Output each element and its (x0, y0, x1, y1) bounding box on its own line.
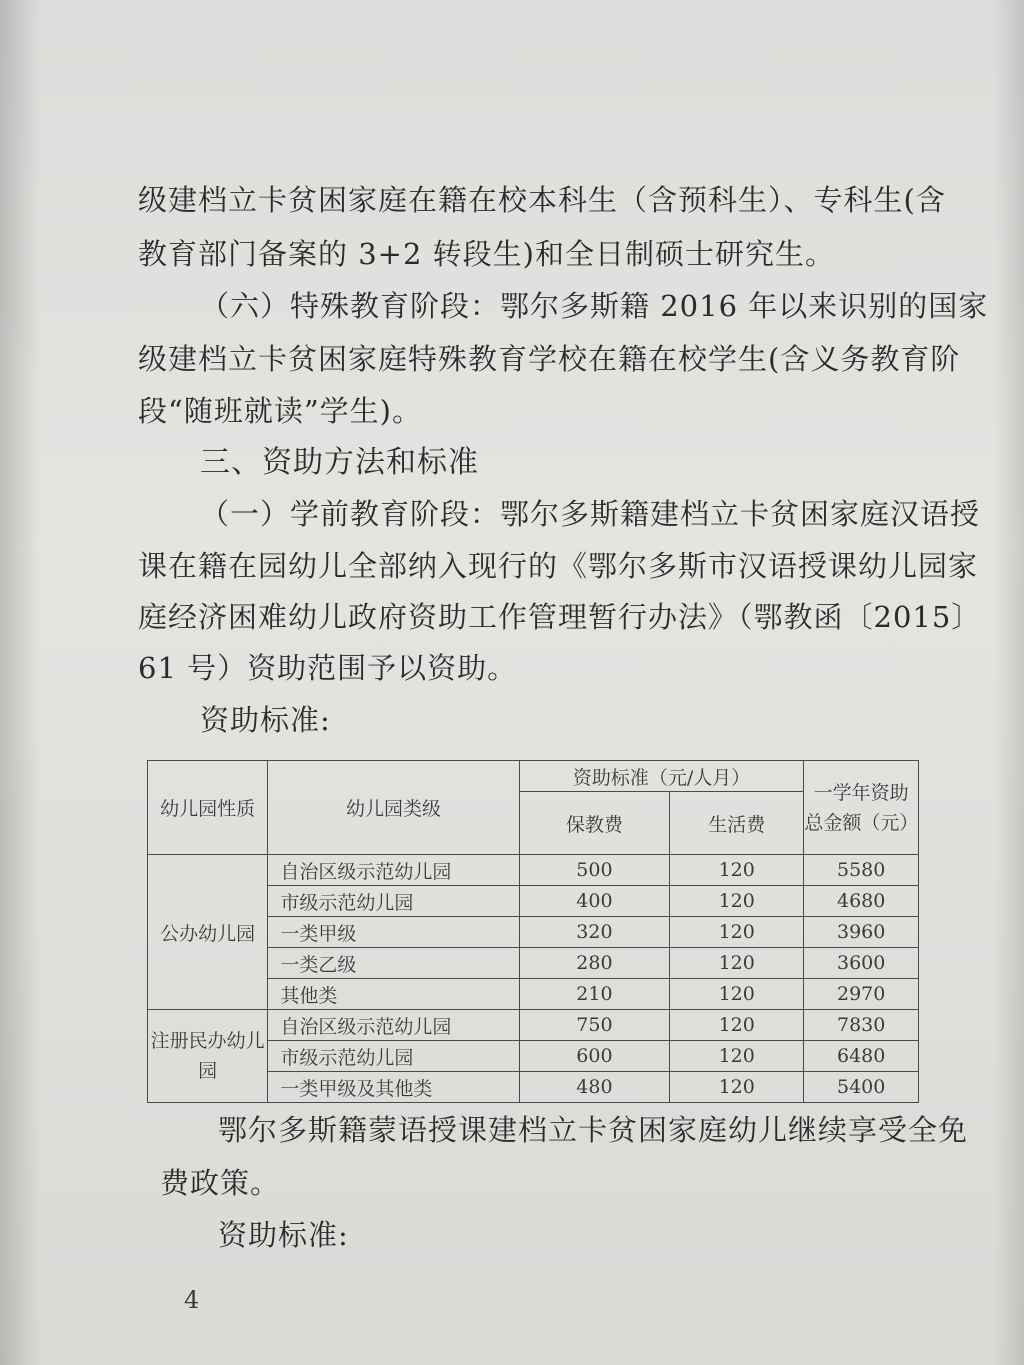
nature-cell: 注册民办幼儿园 (148, 1010, 268, 1103)
page-shadow-left (0, 0, 40, 1365)
paragraph-line: 费政策。 (160, 1166, 281, 1200)
header-fee: 保教费 (519, 792, 669, 855)
level-cell: 一类乙级 (280, 953, 357, 976)
section-heading: 三、资助方法和标准 (200, 445, 479, 480)
paragraph-line: 61 号）资助范围予以资助。 (138, 651, 518, 685)
living-cell: 120 (670, 1010, 804, 1041)
header-standard: 资助标准（元/人月） (519, 761, 804, 792)
fee-cell: 750 (519, 1010, 669, 1041)
living-cell: 120 (670, 948, 804, 979)
standard-label: 资助标准: (200, 703, 331, 737)
paragraph-line: 级建档立卡贫困家庭特殊教育学校在籍在校学生(含义务教育阶 (138, 342, 961, 376)
fee-cell: 320 (519, 917, 669, 948)
paragraph-line: 段“随班就读”学生)。 (138, 394, 422, 428)
total-cell: 2970 (804, 979, 919, 1010)
level-cell: 市级示范幼儿园 (280, 891, 414, 914)
living-cell: 120 (670, 917, 804, 948)
total-cell: 4680 (804, 886, 919, 917)
fee-cell: 480 (519, 1072, 669, 1103)
level-cell: 其他类 (280, 984, 338, 1007)
level-cell: 一类甲级 (280, 922, 357, 945)
living-cell: 120 (670, 1072, 804, 1103)
page-shadow-right (994, 0, 1024, 1365)
paragraph-line: （一）学前教育阶段：鄂尔多斯籍建档立卡贫困家庭汉语授 (200, 497, 981, 531)
page-number: 4 (184, 1286, 200, 1314)
fee-cell: 280 (519, 948, 669, 979)
total-cell: 6480 (804, 1041, 919, 1072)
header-living: 生活费 (670, 792, 804, 855)
living-cell: 120 (670, 886, 804, 917)
living-cell: 120 (670, 979, 804, 1010)
fee-cell: 400 (519, 886, 669, 917)
total-cell: 7830 (804, 1010, 919, 1041)
paragraph-line: （六）特殊教育阶段：鄂尔多斯籍 2016 年以来识别的国家 (200, 289, 989, 323)
total-cell: 3600 (804, 948, 919, 979)
table-row (148, 1010, 919, 1041)
table-row (148, 855, 919, 886)
paragraph-line: 教育部门备案的 3+2 转段生)和全日制硕士研究生。 (138, 237, 835, 271)
nature-cell: 公办幼儿园 (148, 855, 268, 1010)
fee-cell: 500 (519, 855, 669, 886)
header-level: 幼儿园类级 (268, 761, 520, 855)
aid-standard-table (147, 760, 919, 1103)
header-total: 一学年资助总金额（元） (804, 761, 919, 855)
fee-cell: 600 (519, 1041, 669, 1072)
total-cell: 5400 (804, 1072, 919, 1103)
paragraph-line: 级建档立卡贫困家庭在籍在校本科生（含预科生）、专科生(含 (138, 183, 946, 217)
level-cell: 自治区级示范幼儿园 (280, 860, 452, 883)
header-nature: 幼儿园性质 (148, 761, 268, 855)
living-cell: 120 (670, 1041, 804, 1072)
living-cell: 120 (670, 855, 804, 886)
level-cell: 一类甲级及其他类 (280, 1077, 433, 1100)
paragraph-line: 鄂尔多斯籍蒙语授课建档立卡贫困家庭幼儿继续享受全免 (218, 1113, 969, 1147)
total-cell: 3960 (804, 917, 919, 948)
paragraph-line: 课在籍在园幼儿全部纳入现行的《鄂尔多斯市汉语授课幼儿园家 (138, 549, 979, 583)
total-cell: 5580 (804, 855, 919, 886)
fee-cell: 210 (519, 979, 669, 1010)
level-cell: 自治区级示范幼儿园 (280, 1015, 452, 1038)
paragraph-line: 庭经济困难幼儿政府资助工作管理暂行办法》（鄂教函〔2015〕 (138, 600, 982, 634)
standard-label: 资助标准: (218, 1218, 349, 1252)
level-cell: 市级示范幼儿园 (280, 1046, 414, 1069)
